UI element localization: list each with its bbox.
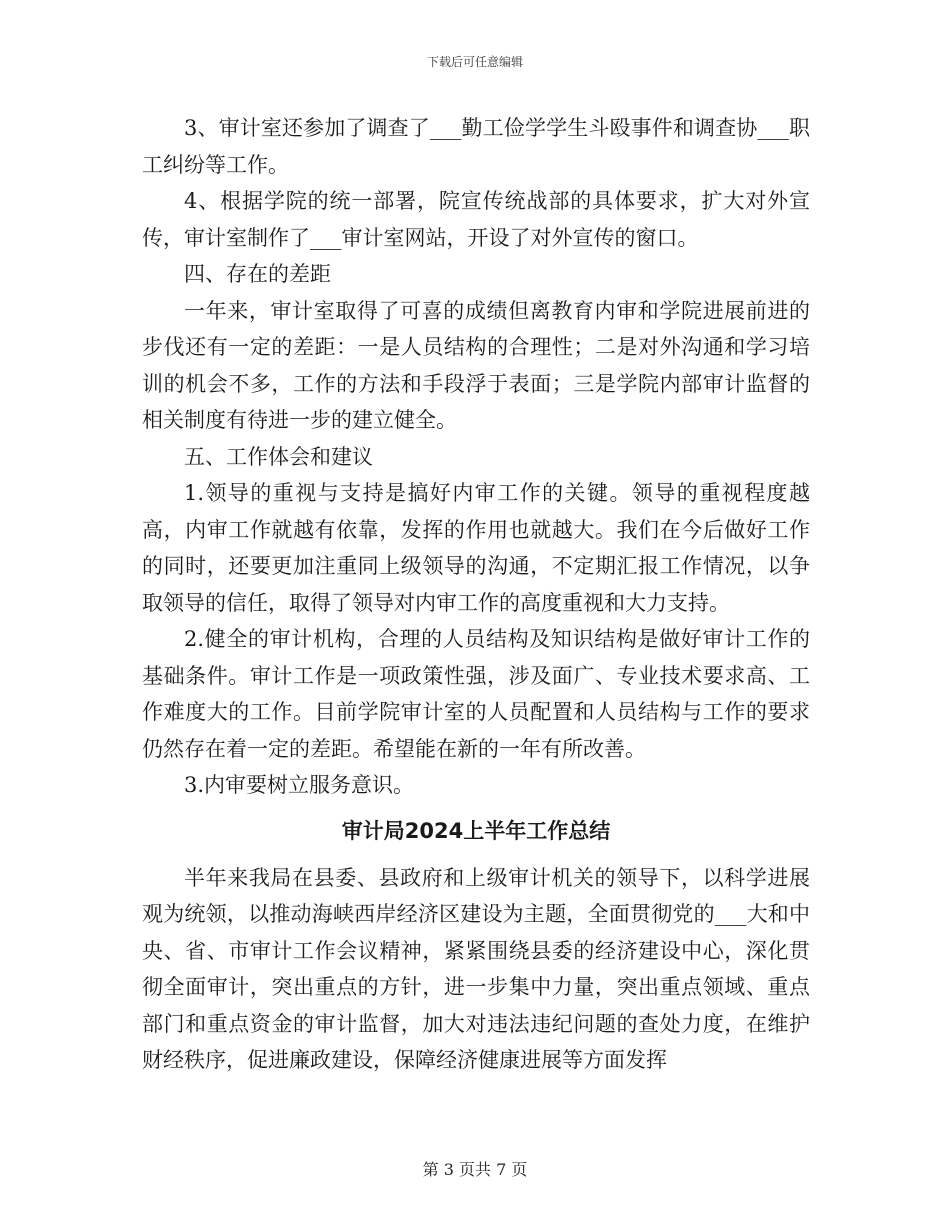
document-body [142, 110, 810, 1079]
paragraph-suggestion-2: 2.健全的审计机构，合理的人员结构及知识结构是做好审计工作的基础条件。审计工作是一项政策性强，涉及面广、专业技术要求高、工作难度大的工作。目前学院审计室的人员配置和人员结构与工作的要求仍然存在着一定的差距。希望能在新的一年有所改善。 [142, 627, 810, 761]
document-title: 审计局2024上半年工作总结 [341, 818, 611, 843]
paragraph-gaps: 一年来，审计室取得了可喜的成绩但离教育内审和学院进展前进的步伐还有一定的差距：一是人员结构的合理性；二是对外沟通和学习培训的机会不多，工作的方法和手段浮于表面；三是学院内部审计监督的相关制度有待进一步的建立健全。 [142, 298, 810, 432]
section-heading-suggestions: 五、工作体会和建议 [184, 444, 373, 469]
page-footer: 第 3 页共 7 页 [422, 1160, 528, 1179]
paragraph-item-3: 3、审计室还参加了调查了___勤工俭学学生斗殴事件和调查协___职工纠纷等工作。 [142, 116, 810, 177]
page-header: 下载后可任意编辑 [426, 55, 523, 69]
paragraph-item-4: 4、根据学院的统一部署，院宣传统战部的具体要求，扩大对外宣传，审计室制作了___审计室网站，开设了对外宣传的窗口。 [142, 189, 810, 250]
paragraph-suggestion-3: 3.内审要树立服务意识。 [184, 773, 415, 797]
paragraph-suggestion-1: 1.领导的重视与支持是搞好内审工作的关键。领导的重视程度越高，内审工作就越有依靠，发挥的作用也就越大。我们在今后做好工作的同时，还要更加注重同上级领导的沟通，不定期汇报工作情况，以争取领导的信任，取得了领导对内审工作的高度重视和大力支持。 [142, 481, 810, 615]
paragraph-summary: 半年来我局在县委、县政府和上级审计机关的领导下，以科学进展观为统领，以推动海峡西岸经济区建设为主题，全面贯彻党的___大和中央、省、市审计工作会议精神，紧紧围绕县委的经济建设中心，深化贯彻全面审计，突出重点的方针，进一步集中力量，突出重点领域、重点部门和重点资金的审计监督，加大对违法违纪问题的查处力度，在维护财经秩序，促进廉政建设，保障经济健康进展等方面发挥 [142, 865, 810, 1072]
section-heading-gaps: 四、存在的差距 [184, 262, 331, 286]
